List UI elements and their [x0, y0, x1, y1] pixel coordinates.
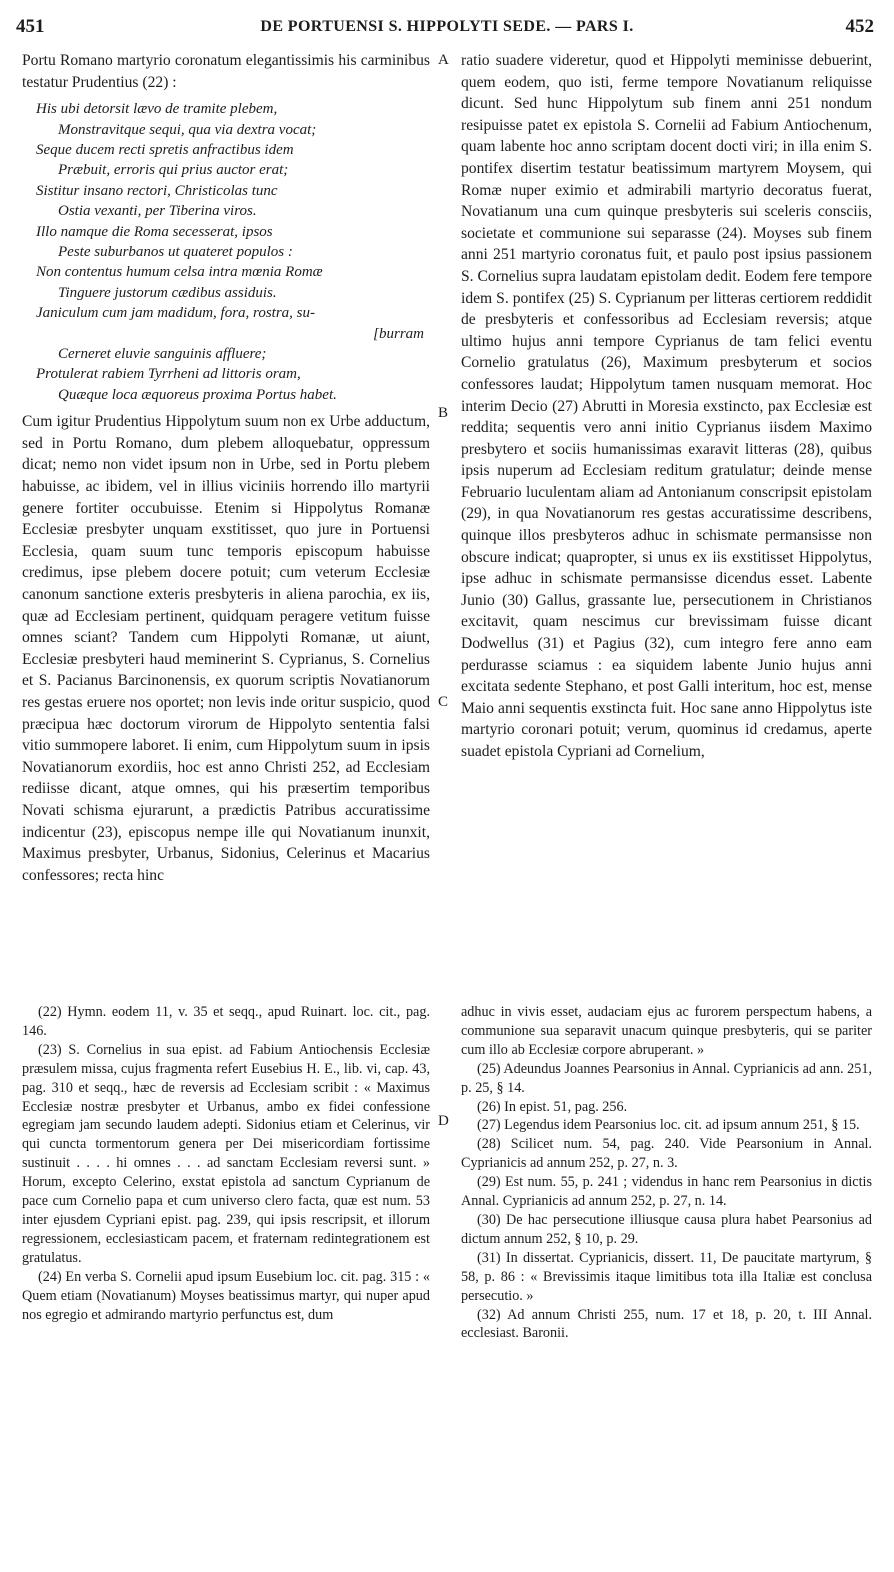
poem-verse: Non contentus humum celsa intra mœnia Romæ [36, 264, 323, 281]
poem-verse: Protulerat rabiem Tyrrheni ad littoris oram, [36, 366, 301, 383]
footnote-continuation: adhuc in vivis esset, audaciam ejus ac furorem perspectum habens, a communione sua separavit unacum quinque presbyteris, qui se pariter cum illo ab Ecclesiæ corpore abruperant. » [461, 1004, 872, 1058]
footnote: (29) Est num. 55, p. 241 ; videndus in hanc rem Pearsonius in dictis Annal. Cyprianicis ad annum 252, p. 27, n. 14. [461, 1174, 872, 1210]
poem-verse: Sistitur insano rectori, Christicolas tunc [36, 182, 278, 199]
footnote: (27) Legendus idem Pearsonius loc. cit. ad ipsum annum 251, § 15. [477, 1117, 860, 1134]
margin-letter-a: A [438, 52, 449, 68]
running-header [0, 10, 894, 40]
footnotes-right [461, 1003, 872, 1343]
poem-verse: Peste suburbanos ut quateret populos : [58, 244, 293, 261]
poem-verse: Ostia vexanti, per Tiberina viros. [58, 203, 257, 220]
footnote: (30) De hac persecutione illiusque causa plura habet Pearsonius ad dictum annum 252, § 10, p. 29. [461, 1211, 872, 1247]
page-number-right: 452 [845, 16, 874, 37]
margin-letter-c: C [438, 694, 449, 710]
footnote: (31) In dissertat. Cyprianicis, dissert. 11, De paucitate martyrum, § 58, p. 86 : « Brevissimis itaque limitibus tota illa Italiæ est conclusa persecutio. » [461, 1249, 872, 1304]
left-column [22, 50, 430, 886]
footnote: (24) En verba S. Cornelii apud ipsum Eusebium loc. cit. pag. 315 : « Quem etiam (Novatianum) Moyses beatissimus martyr, qui nuper apud nos egregio et admirando martyrio perfunctus est, dum [22, 1268, 430, 1323]
poem-verse: His ubi detorsit lævo de tramite plebem, [36, 101, 278, 118]
prudentius-poem [36, 99, 430, 405]
margin-letter-b: B [438, 405, 449, 421]
intro-paragraph: Portu Romano martyrio coronatum elegantissimis his carminibus testatur Prudentius (22) : [22, 52, 430, 91]
poem-verse: Seque ducem recti spretis anfractibus idem [36, 142, 294, 158]
footnote: (22) Hymn. eodem 11, v. 35 et seqq., apud Ruinart. loc. cit., pag. 146. [22, 1004, 430, 1039]
poem-verse-overflow: [burram [373, 325, 424, 342]
footnote: (32) Ad annum Christi 255, num. 17 et 18, p. 20, t. III Annal. ecclesiast. Baronii. [461, 1306, 872, 1342]
poem-verse: Monstravitque sequi, qua via dextra vocat; [58, 121, 317, 138]
poem-verse: Quæque loca æquoreus proxima Portus habet. [58, 386, 337, 403]
footnote: (23) S. Cornelius in sua epist. ad Fabium Antiochensis Ecclesiæ præsulem missa, cujus fragmenta refert Eusebius H. E., lib. vi, cap. 43, pag. 310 et seqq., hæc de reversis ad Ecclesiam scribit : « Maximus Ecclesiæ nostræ presbyter et Urbanus, ambo ex fidei confessione egregiam jam secundo laudem adepti. Sidonius etiam et Celerinus, vir qui cuncta tormentorum genera per Dei misericordiam fortissime sustinuit . . . . hi omnes . . . ad sanctam Ecclesiam reversi sunt. » Horum, excepto Celerino, exstat epistola ad sanctum Cyprianum de pace cum Cornelio papa et cum universo clero facta, quæ est num. 53 inter ejusdem Cypriani epist. pag. 239, qui ipsis rescripsit, et illorum regressionem, ecclesiasticam pacem, et fraternam redintegrationem est gratulatus. [22, 1041, 430, 1266]
footnote: (28) Scilicet num. 54, pag. 240. Vide Pearsonium in Annal. Cyprianicis ad annum 252, p. 27, n. 3. [461, 1136, 872, 1172]
footnotes-left [22, 1003, 430, 1324]
footnote: (26) In epist. 51, pag. 256. [477, 1098, 628, 1115]
body-paragraph-left: Cum igitur Prudentius Hippolytum suum non ex Urbe adductum, sed in Portu Romano, dum plebem alloquebatur, oppressum dicat; nemo non videt ipsum non in Urbe, sed in Portu plebem habuisse, ac ibidem, vel in illius viciniis horrendo illo martyrii genere fortiter occubuisse. Etenim si Hippolytus Romanæ Ecclesiæ presbyter unquam exstitisset, quo jure in Portuensi Ecclesia, quam suum tunc temporis episcopum habuisse credimus, ipse plebem docere potuit; cum veterum Ecclesiæ canonum sanctione exteris presbyteris in aliena parochia, ex iis, quæ ad Ecclesiam pertinent, quidquam peragere vetitum fuisse omnes sciant? Tandem cum Hippolyti Romanæ, ut aiunt, Ecclesiæ presbyteri haud meminerint S. Cyprianus, S. Cornelius et S. Pacianus Barcinonensis, ex quorum scriptis Novatianorum res gestas eruere nos oportet; non levis inde oritur suspicio, quod præcipua hæc doctorum virorum de Hippolyto sententia falsi vitio summopere laboret. Ii enim, cum Hippolytum suum in ipsis Novatianorum exordiis, hoc est anno Christi 252, ad Ecclesiam rediisse dicant, atque omnes, qui his præsertim temporibus Novati schisma ejurarunt, a prædictis Patribus accuratissime indicentur (23), episcopus nempe ille qui Novatianum inunxit, Maximus presbyter, Urbanus, Sidonius, Celerinus et Macarius confessores; recta hinc [22, 413, 430, 884]
page-number-left: 451 [16, 16, 45, 37]
footnote: (25) Adeundus Joannes Pearsonius in Annal. Cyprianicis ad ann. 251, p. 25, § 14. [461, 1060, 872, 1096]
right-column [461, 50, 872, 763]
poem-verse: Janiculum cum jam madidum, fora, rostra, su- [36, 305, 316, 322]
running-title: DE PORTUENSI S. HIPPOLYTI SEDE. — PARS I. [260, 18, 634, 35]
poem-verse: Illo namque die Roma secesserat, ipsos [36, 223, 273, 240]
poem-verse: Tinguere justorum cædibus assiduis. [58, 284, 277, 301]
margin-letter-d: D [438, 1113, 449, 1129]
body-paragraph-right: ratio suadere videretur, quod et Hippolyti meminisse debuerint, quem eodem, quo isti, ferme tempore Novatianum reliquisse dicunt. Sed hunc Hippolytum sub finem anni 251 nondum resipuisse patet ex epistola S. Cornelii ad Fabium Antiochenum, quam labente hoc anno scriptam docent docti viri; in illa enim S. pontifex disertim testatur beatissimum martyrem Moysem, qui Romæ nuper eximio et admirabili martyrio decoratus fuerat, Novatianum una cum quinque presbyteris sui sceleris consciis, societate et communione sui separasse (24). Moyses sub finem anni 251 martyrio coronatus fuit, et paulo post ipsius passionem S. Cornelius supra laudatam epistolam dedit. Eodem fere tempore idem S. pontifex (25) S. Cyprianum per litteras certiorem reddidit de presbyteris et confessoribus ad Ecclesiam reversis; atque ultimo hujus anni tempore Cyprianus de tam felici eventu Cornelio gratulatus (26), Maximum presbyterum et socios confessores laudat; Hippolytum tamen nusquam memorat. Hoc interim Decio (27) Abrutti in Moresia exstincto, pax Ecclesiæ est reddita; sequentis vero anni initio Cyprianus iisdem Maximo presbytero et sociis humanissimas exaravit litteras (28), quibus ipsis nuperum ad Ecclesiam reditum gratulatur; deinde mense Februario luculentam aliam ad Antonianum conscripsit epistolam (29), in qua Novatianorum res gestas accuratissime describens, quinque illos presbyteros adhuc in schismate permansisse non obscure indicat; quapropter, si unus ex iis exstitisset Hippolytus, ipse adhuc in schismate permansisse dicendus esset. Labente Junio (30) Gallus, grassante lue, persecutionem in Christianos excitavit, quam nescimus cur brevissimam fuisse dicant Dodwellus (31) et Pagius (32), cum integro fere anno eam perdurasse sciamus : ea siquidem labente Junio hujus anni excitata sedente Stephano, et post Galli interitum, hoc est, mense Maio anni sequentis exstincta fuit. Hoc sane anno Hippolytus iste martyrio coronari potuit; verum, quominus id credamus, aperte suadet epistola Cypriani ad Cornelium, [461, 52, 872, 760]
poem-verse: Præbuit, erroris qui prius auctor erat; [58, 162, 289, 179]
poem-verse: Cerneret eluvie sanguinis affluere; [58, 346, 267, 363]
